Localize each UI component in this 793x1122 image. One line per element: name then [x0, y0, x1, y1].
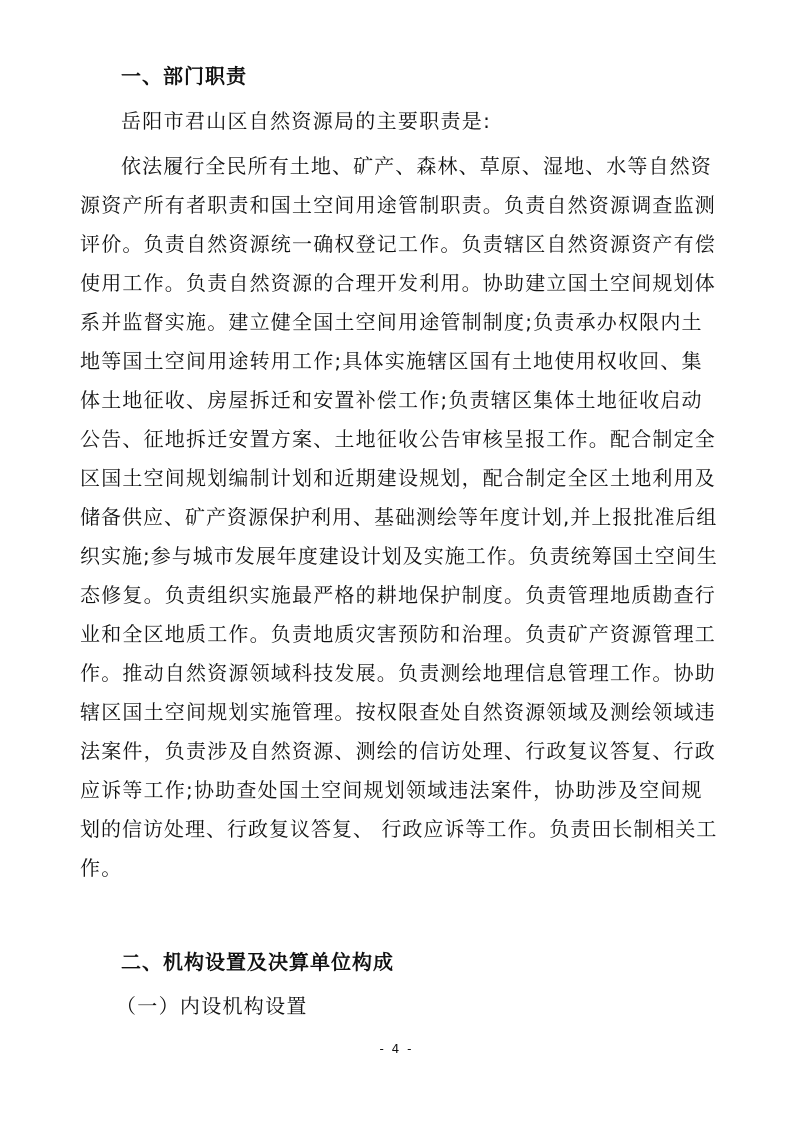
paragraph-line: 作。推动自然资源领域科技发展。负责测绘地理信息管理工作。协助 [80, 661, 716, 685]
intro-line: 岳阳市君山区自然资源局的主要职责是: [121, 109, 492, 133]
paragraph-line: 储备供应、矿产资源保护利用、基础测绘等年度计划,并上报批准后组 [80, 505, 718, 529]
paragraph-line: 评价。负责自然资源统一确权登记工作。负责辖区自然资源资产有偿 [80, 232, 716, 256]
paragraph-line: 辖区国土空间规划实施管理。按权限查处自然资源领域及测绘领域违 [80, 700, 716, 724]
paragraph-line: 系并监督实施。建立健全国土空间用途管制制度;负责承办权限内土 [80, 310, 703, 334]
paragraph-line: 应诉等工作;协助查处国土空间规划领域违法案件，协助涉及空间规 [80, 778, 703, 802]
paragraph-line: 态修复。负责组织实施最严格的耕地保护制度。负责管理地质勘查行 [80, 583, 716, 607]
paragraph-line: 区国土空间规划编制计划和近期建设规划，配合制定全区土地利用及 [80, 466, 716, 490]
paragraph-line: 依法履行全民所有土地、矿产、森林、草原、湿地、水等自然资 [121, 154, 712, 178]
paragraph-line: 作。 [80, 856, 123, 880]
paragraph-line: 源资产所有者职责和国土空间用途管制职责。负责自然资源调查监测 [80, 193, 716, 217]
page-number: - 4 - [379, 1042, 414, 1056]
paragraph-line: 织实施;参与城市发展年度建设计划及实施工作。负责统筹国土空间生 [80, 544, 718, 568]
section-heading-dept-duties: 一、部门职责 [121, 64, 247, 88]
paragraph-line: 使用工作。负责自然资源的合理开发利用。协助建立国土空间规划体 [80, 271, 716, 295]
paragraph-line: 体土地征收、房屋拆迁和安置补偿工作;负责辖区集体土地征收启动 [80, 388, 703, 412]
section-heading-org-structure: 二、机构设置及决算单位构成 [121, 950, 394, 974]
paragraph-line: 地等国土空间用途转用工作;具体实施辖区国有土地使用权收回、集 [80, 349, 703, 373]
paragraph-line: 划的信访处理、行政复议答复、 行政应诉等工作。负责田长制相关工 [80, 817, 718, 841]
subsection-heading-internal-org: （一）内设机构设置 [116, 994, 308, 1018]
paragraph-line: 业和全区地质工作。负责地质灾害预防和治理。负责矿产资源管理工 [80, 622, 716, 646]
paragraph-line: 公告、征地拆迁安置方案、土地征收公告审核呈报工作。配合制定全 [80, 427, 716, 451]
paragraph-line: 法案件，负责涉及自然资源、测绘的信访处理、行政复议答复、行政 [80, 739, 716, 763]
